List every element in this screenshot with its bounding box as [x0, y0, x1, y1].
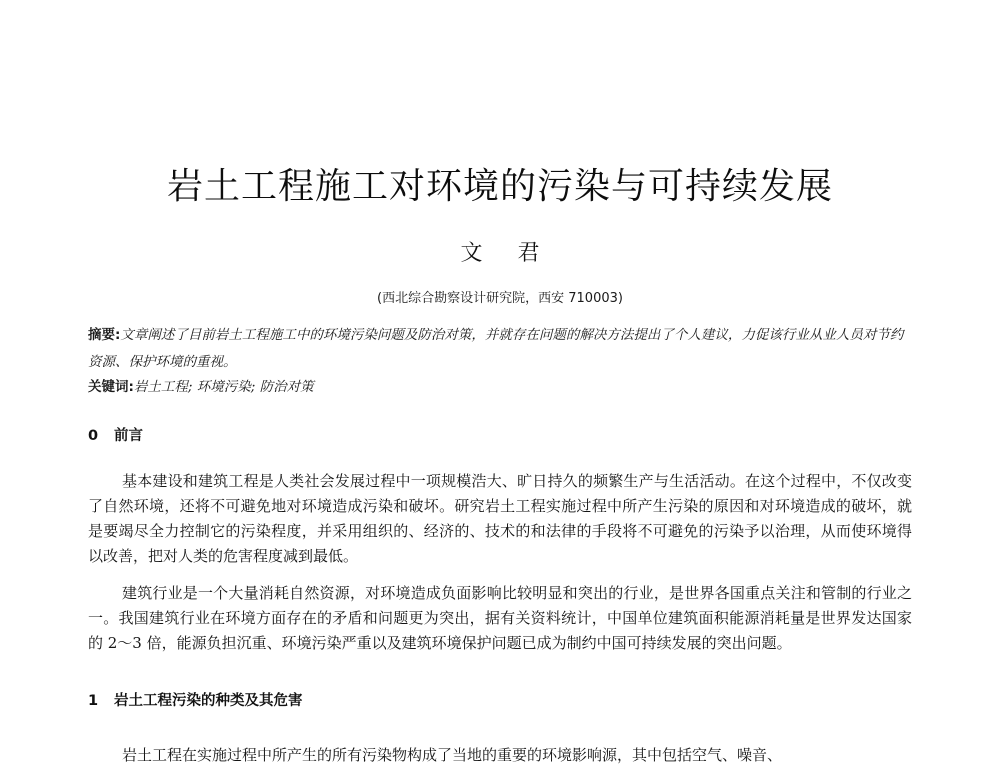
paper-title: 岩土工程施工对环境的污染与可持续发展: [166, 166, 833, 207]
body-paragraph: 岩土工程在实施过程中所产生的所有污染物构成了当地的重要的环境影响源，其中包括空气、噪音、: [122, 746, 783, 764]
keywords: [88, 376, 908, 398]
author-affiliation: (西北综合勘察设计研究院，西安 710003): [377, 291, 623, 306]
section-number: 1: [88, 693, 99, 709]
paper-author: 文 君: [460, 241, 540, 266]
section-heading-0: [88, 424, 143, 445]
keywords-label: 关键词:: [88, 379, 134, 395]
abstract-text: 文章阐述了目前岩土工程施工中的环境污染问题及防治对策，并就存在问题的解决方法提出了个人建议，力促该行业从业人员对节约资源、保护环境的重视。: [88, 327, 904, 370]
abstract: [88, 322, 908, 376]
section-title: 前言: [114, 428, 143, 444]
keywords-text: 岩土工程; 环境污染; 防治对策: [133, 379, 314, 395]
section-number: 0: [88, 428, 99, 444]
body-paragraph: 建筑行业是一个大量消耗自然资源，对环境造成负面影响比较明显和突出的行业，是世界各国重点关注和管制的行业之一。我国建筑行业在环境方面存在的矛盾和问题更为突出，据有关资料统计，中国单位建筑面积能源消耗量是世界发达国家的 2～3 倍，能源负担沉重、环境污染严重以及建筑环境保护问题已成为制约中国可持续发展的突出问题。: [88, 584, 912, 652]
body-paragraph: 基本建设和建筑工程是人类社会发展过程中一项规模浩大、旷日持久的频繁生产与生活活动。在这个过程中，不仅改变了自然环境，还将不可避免地对环境造成污染和破坏。研究岩土工程实施过程中所产生污染的原因和对环境造成的破坏，就是要竭尽全力控制它的污染程度，并采用组织的、经济的、技术的和法律的手段将不可避免的污染予以治理，从而使环境得以改善，把对人类的危害程度减到最低。: [88, 472, 912, 565]
section-title: 岩土工程污染的种类及其危害: [114, 693, 303, 709]
abstract-label: 摘要:: [88, 327, 121, 343]
section-heading-1: [88, 689, 303, 710]
